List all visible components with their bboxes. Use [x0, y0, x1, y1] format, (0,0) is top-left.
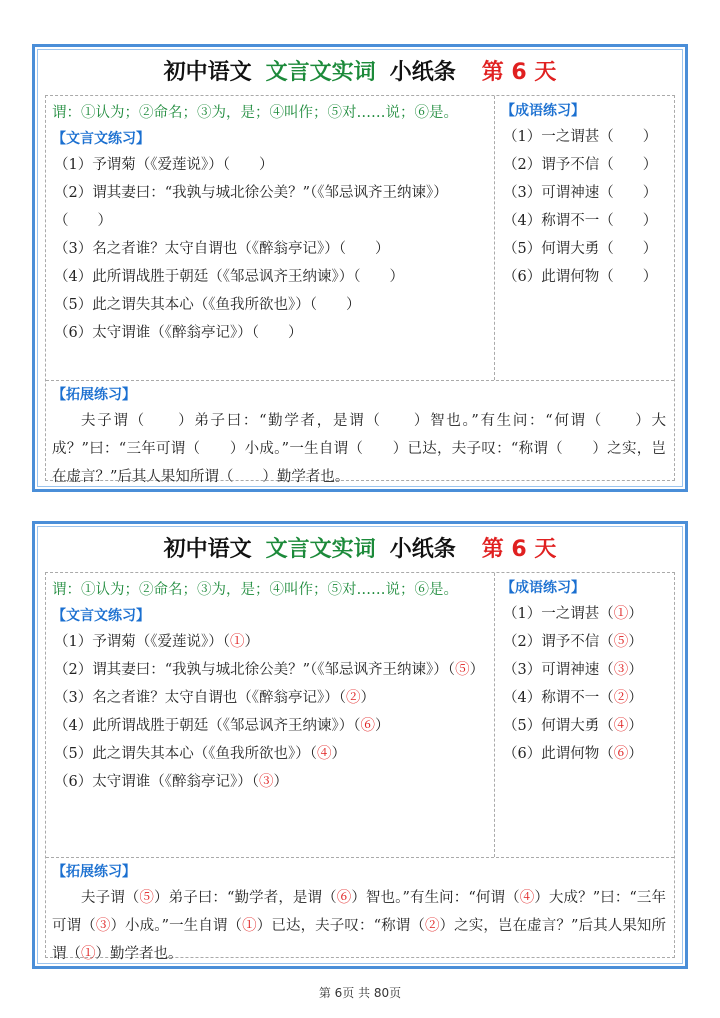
practice-text: （4）此所谓战胜于朝廷（《邹忌讽齐王纳谏》）（	[54, 718, 361, 734]
title-type: 小纸条	[389, 60, 456, 85]
idiom-close: ）	[628, 606, 643, 622]
practice-item	[46, 628, 494, 656]
practice-close: ）	[360, 690, 375, 706]
idiom-item: （2）谓予不信（ ）	[503, 157, 658, 173]
practice-item	[46, 656, 494, 684]
extend-heading: 【拓展练习】	[52, 864, 136, 880]
title-subject: 初中语文	[163, 537, 252, 562]
practice-close: ）	[469, 662, 485, 678]
practice-text: （6）太守谓谁（《醉翁亭记》）（	[54, 774, 259, 790]
practice-list	[46, 151, 494, 347]
title-type: 小纸条	[389, 537, 456, 562]
extend-section	[46, 380, 674, 485]
practice-item: （2）谓其妻曰：“我孰与城北徐公美？”（《邹忌讽齐王纳谏》）（ ）	[54, 185, 448, 229]
answer-mark: ⑤	[455, 662, 470, 678]
idiom-item	[495, 656, 674, 684]
extend-text: ）勤学者也。	[95, 946, 183, 962]
worksheet-card-answers	[32, 521, 688, 969]
answer-mark: ②	[345, 690, 361, 706]
extend-text: ）大成？”曰：“三年可谓（	[52, 890, 667, 934]
answer-mark: ④	[316, 746, 332, 762]
practice-close: ）	[273, 774, 288, 790]
answer-mark: ②	[613, 690, 629, 706]
idiom-text: （5）何谓大勇（	[503, 718, 614, 734]
practice-item: （4）此所谓战胜于朝廷（《邹忌讽齐王纳谏》）（ ）	[54, 269, 404, 285]
idiom-text: （6）此谓何物（	[503, 746, 614, 762]
extend-text: ）已达，夫子叹：“称谓（	[256, 918, 425, 934]
card-body	[45, 95, 675, 485]
idiom-text: （2）谓予不信（	[503, 634, 614, 650]
idiom-item: （5）何谓大勇（ ）	[503, 241, 658, 257]
practice-list	[46, 628, 494, 796]
page-footer: 第 6页 共 80页	[318, 986, 402, 1000]
idiom-list	[495, 600, 674, 768]
practice-heading: 【文言文练习】	[52, 131, 150, 147]
idiom-item	[495, 600, 674, 628]
practice-item: （6）太守谓谁（《醉翁亭记》）（ ）	[54, 325, 303, 341]
idiom-close: ）	[628, 718, 643, 734]
answer-mark: ①	[242, 918, 257, 934]
extend-heading: 【拓展练习】	[52, 387, 136, 403]
answer-mark: ②	[424, 918, 440, 934]
idiom-heading: 【成语练习】	[501, 580, 585, 596]
practice-heading: 【文言文练习】	[52, 608, 150, 624]
idiom-close: ）	[628, 662, 643, 678]
extend-paragraph: 夫子谓（ ）弟子曰：“勤学者，是谓（ ）智也。”有生问：“何谓（ ）大成？”曰：“三年可谓（ ）小成。”一生自谓（ ）已达，夫子叹：“称谓（ ）之实，岂在虚言？”后其人果知所谓（ ）勤学者也。	[52, 413, 666, 485]
answer-mark: ⑥	[360, 718, 375, 734]
idiom-item: （3）可谓神速（ ）	[503, 185, 658, 201]
idiom-item: （1）一之谓甚（ ）	[503, 129, 658, 145]
idiom-heading: 【成语练习】	[501, 103, 585, 119]
practice-item	[46, 712, 494, 740]
practice-item	[46, 740, 494, 768]
idiom-list	[495, 123, 674, 291]
idiom-item: （6）此谓何物（ ）	[503, 269, 658, 285]
extend-text: ）智也。”有生问：“何谓（	[351, 890, 520, 906]
answer-mark: ①	[81, 946, 96, 962]
practice-column	[46, 573, 495, 857]
title-subject: 初中语文	[163, 60, 252, 85]
title-topic: 文言文实词	[265, 60, 376, 85]
answer-mark: ③	[613, 662, 629, 678]
extend-text: ）弟子曰：“勤学者，是谓（	[154, 890, 337, 906]
practice-item: （1）予谓菊（《爱莲说》）（ ）	[54, 157, 274, 173]
answer-mark: ①	[613, 606, 629, 622]
answer-mark: ④	[519, 890, 535, 906]
extend-text: ）之实，岂在虚言？”后其人果知所谓（	[52, 918, 667, 962]
practice-item	[46, 768, 494, 796]
idiom-column	[495, 96, 674, 380]
practice-text: （1）予谓菊（《爱莲说》）（	[54, 634, 230, 650]
practice-close: ）	[244, 634, 259, 650]
idiom-close: ）	[628, 634, 643, 650]
idiom-text: （3）可谓神速（	[503, 662, 614, 678]
card-title	[35, 530, 685, 570]
idiom-close: ）	[628, 746, 643, 762]
idiom-item	[495, 628, 674, 656]
idiom-text: （1）一之谓甚（	[503, 606, 614, 622]
extend-paragraph	[46, 884, 674, 968]
card-title	[35, 53, 685, 93]
practice-close: ）	[374, 718, 390, 734]
extend-text: 夫子谓（	[81, 890, 140, 906]
answer-mark: ⑥	[336, 890, 352, 906]
idiom-item: （4）称谓不一（ ）	[503, 213, 658, 229]
idiom-close: ）	[628, 690, 643, 706]
answer-mark: ③	[258, 774, 274, 790]
title-topic: 文言文实词	[265, 537, 376, 562]
answer-mark: ⑤	[139, 890, 155, 906]
extend-text: ）小成。”一生自谓（	[110, 918, 243, 934]
idiom-item	[495, 712, 674, 740]
word-definition: 谓：①认为；②命名；③为，是；④叫作；⑤对……说；⑥是。	[52, 582, 458, 598]
practice-item: （5）此之谓失其本心（《鱼我所欲也》）（ ）	[54, 297, 361, 313]
answer-mark: ⑤	[613, 634, 629, 650]
answer-mark: ①	[229, 634, 245, 650]
practice-close: ）	[331, 746, 346, 762]
worksheet-card-questions	[32, 44, 688, 492]
title-day: 第 6 天	[481, 60, 557, 85]
practice-column	[46, 96, 495, 380]
title-day: 第 6 天	[481, 537, 557, 562]
answer-mark: ⑥	[613, 746, 629, 762]
practice-item: （3）名之者谁？太守自谓也（《醉翁亭记》）（ ）	[54, 241, 390, 257]
practice-text: （5）此之谓失其本心（《鱼我所欲也》）（	[54, 746, 317, 762]
practice-text: （2）谓其妻曰：“我孰与城北徐公美？”（《邹忌讽齐王纳谏》）（	[54, 662, 456, 678]
idiom-item	[495, 740, 674, 768]
idiom-text: （4）称谓不一（	[503, 690, 614, 706]
answer-mark: ③	[95, 918, 111, 934]
practice-item	[46, 684, 494, 712]
word-definition: 谓：①认为；②命名；③为，是；④叫作；⑤对……说；⑥是。	[52, 105, 458, 121]
card-body	[45, 572, 675, 962]
idiom-column	[495, 573, 674, 857]
answer-mark: ④	[613, 718, 629, 734]
practice-text: （3）名之者谁？太守自谓也（《醉翁亭记》）（	[54, 690, 346, 706]
idiom-item	[495, 684, 674, 712]
extend-section	[46, 857, 674, 962]
